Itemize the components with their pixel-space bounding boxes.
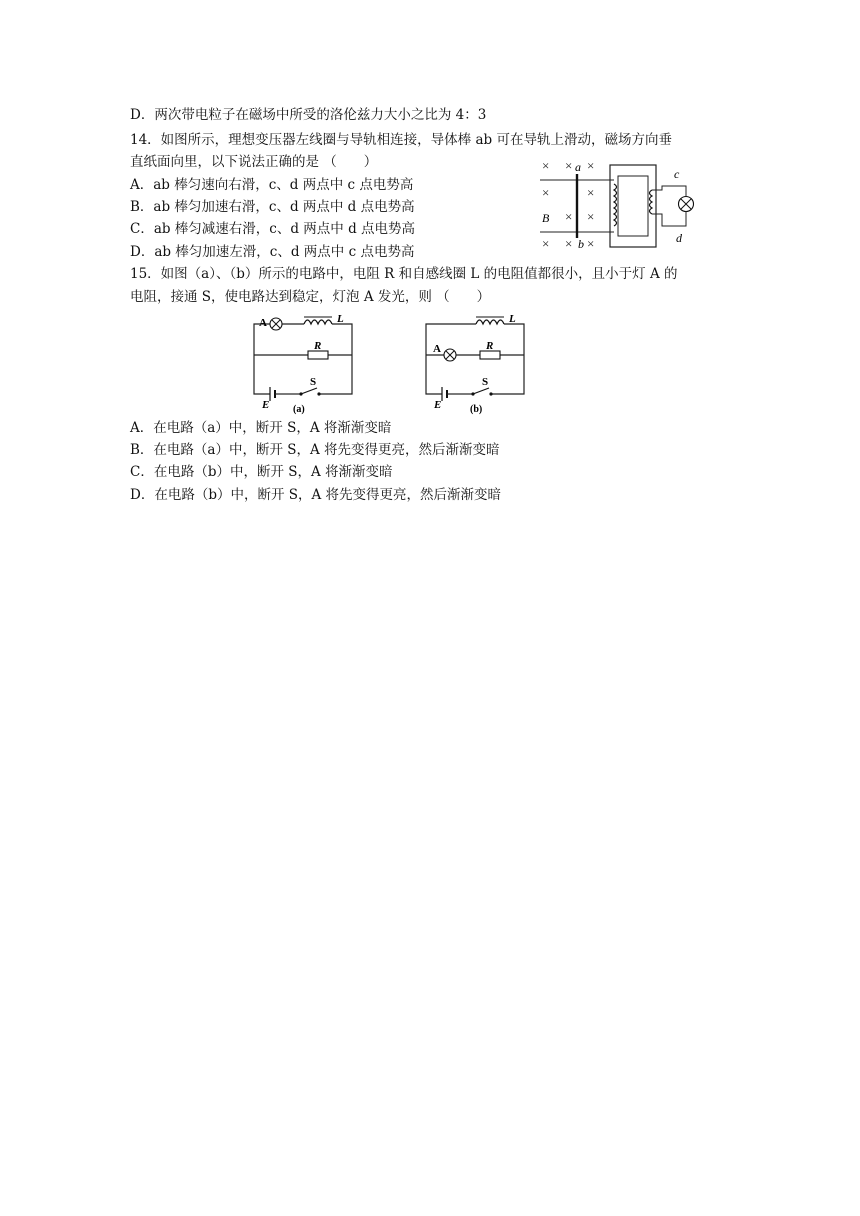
lamp-icon [444,349,456,361]
field-cross: × [565,236,573,251]
transformer-core-inner [618,176,648,236]
label-lamp-A: A [259,317,267,329]
transformer-core-outer [610,165,656,247]
label-battery-E: E [262,399,270,411]
secondary-wire-top [652,186,686,196]
label-inductor-L: L [337,313,344,325]
q15-stem-line1: 15．如图（a）、（b）所示的电路中，电阻 R 和自感线圈 L 的电阻值都很小，且小于灯 A 的 [130,266,678,282]
q15-option-a: A．在电路（a）中，断开 S，A 将渐渐变暗 [130,420,392,436]
inductor-icon [304,317,332,324]
field-cross: × [542,236,550,251]
q14-option-d: D．ab 棒匀加速左滑，c、d 两点中 c 点电势高 [130,244,415,260]
inductor-icon [476,317,504,324]
caption-a: (a) [293,404,305,415]
switch-icon [299,388,320,396]
q14-stem-line2: 直纸面向里，以下说法正确的是 （ ） [130,154,378,170]
q14-transformer-figure [536,156,706,256]
label-switch-S: S [482,376,489,388]
magnetic-field-crosses [542,158,594,251]
field-cross: × [542,158,550,173]
resistor-icon [308,351,328,359]
label-resistor-R: R [486,340,494,352]
field-cross: × [587,236,595,251]
label-lamp-A: A [433,343,441,355]
label-battery-E: E [434,399,442,411]
field-cross: × [587,209,595,224]
battery-icon [442,387,456,401]
point-label-d: d [676,231,682,245]
q13-option-d: D．两次带电粒子在磁场中所受的洛伦兹力大小之比为 4：3 [130,107,487,123]
q14-stem-line1: 14．如图所示，理想变压器左线圈与导轨相连接，导体棒 ab 可在导轨上滑动，磁场方向垂 [130,132,672,148]
resistor-icon [480,351,500,359]
label-switch-S: S [310,376,317,388]
field-cross: × [587,185,595,200]
secondary-wire-bottom [652,212,686,226]
primary-coil [614,184,617,226]
rod-label-a: a [575,160,581,174]
q14-option-b: B．ab 棒匀加速右滑，c、d 两点中 d 点电势高 [130,199,415,215]
switch-icon [471,388,492,396]
q14-option-c: C．ab 棒匀减速右滑，c、d 两点中 d 点电势高 [130,221,416,237]
label-inductor-L: L [509,313,516,325]
point-label-c: c [674,167,680,181]
q15-option-b: B．在电路（a）中，断开 S，A 将先变得更亮，然后渐渐变暗 [130,442,500,458]
field-label-B: B [542,211,550,225]
field-cross: × [587,158,595,173]
lamp-icon [679,197,694,212]
q15-option-c: C．在电路（b）中，断开 S，A 将渐渐变暗 [130,464,393,480]
label-resistor-R: R [314,340,322,352]
q15-option-d: D．在电路（b）中，断开 S，A 将先变得更亮，然后渐渐变暗 [130,487,502,503]
q14-option-a: A．ab 棒匀速向右滑，c、d 两点中 c 点电势高 [130,177,414,193]
q15-circuit-b [418,310,538,416]
field-cross: × [542,185,550,200]
caption-b: (b) [470,404,483,415]
field-cross: × [565,158,573,173]
rod-label-b: b [578,237,584,251]
field-cross: × [565,209,573,224]
q15-circuit-a [246,310,366,416]
secondary-coil [650,190,653,214]
lamp-icon [270,318,282,330]
q15-stem-line2: 电阻，接通 S，使电路达到稳定，灯泡 A 发光，则 （ ） [130,289,491,305]
battery-icon [270,387,284,401]
